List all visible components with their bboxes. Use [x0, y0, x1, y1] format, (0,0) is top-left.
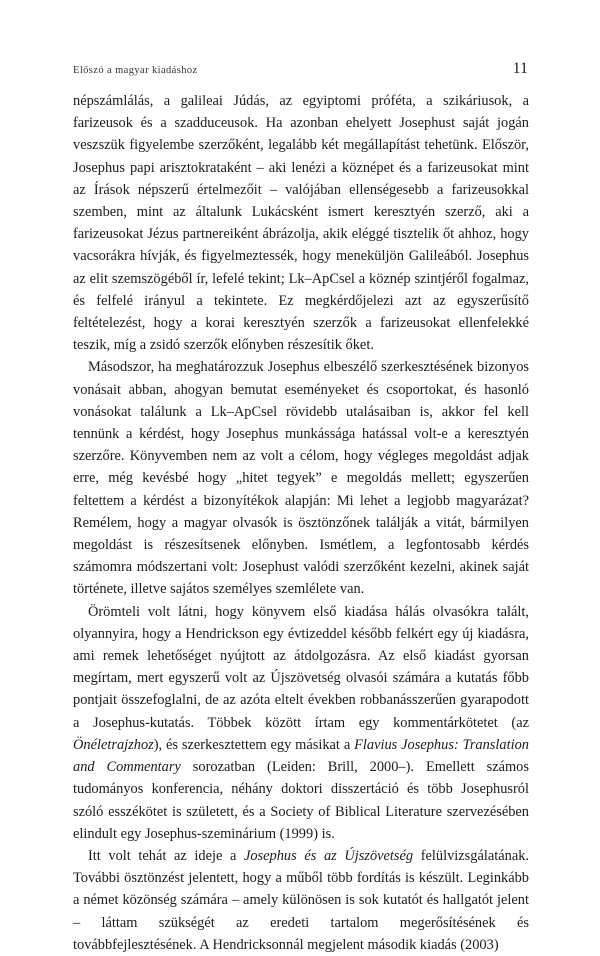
paragraph-text: ), és szerkesztettem egy másikat a [153, 736, 355, 753]
paragraph-text: Örömteli volt látni, hogy könyvem első kiadása hálás olvasókra talált, olyannyira, hogy a Hendrickson egy évtizeddel később felkért egy új kiadásra, ami remek lehetőséget nyújtott az átdolgozásra. Az első kiadást gyorsan megírtam, mert egyszerű volt az Újszövetség olvasói számára a kutatás főbb pontjait összefoglalni, de az azóta eltelt években robbanásszerűen gyarapodott a Josephus-kutatás. Többek között írtam egy kommentárkötetet (az [73, 603, 529, 731]
italic-title: Flavius Josephus: Translation and Commentary [73, 736, 529, 776]
paragraph [73, 845, 529, 956]
paragraph [73, 601, 529, 845]
paragraph [73, 356, 529, 600]
page-number: 11 [512, 60, 528, 77]
paragraph-text: felülvizsgálatának. További ösztönzést jelentett, hogy a műből több fordítás is készült. Leginkább a német közönség számára – amely különösen is sok kutatót és hallgatót jelent – láttam szükségét az eredeti tartalom megerősítésének és továbbfejlesztésének. A Hendricksonnál megjelent második kiadás (2003) [73, 847, 530, 953]
italic-title: Josephus és az Újszövetség [243, 847, 414, 864]
paragraph-text: Másodszor, ha meghatározzuk Josephus elbeszélő szerkesztésének bizonyos vonásait abban, ahogyan bemutat eseményeket és csoportokat, és hasonló vonásokat találunk a Lk–ApCsel rövidebb utalásaiban is, akkor fel kell tennünk a kérdést, hogy Josephus munkássága hatással volt-e a keresztyén szerzőre. Könyvemben nem az volt a célom, hogy végleges megoldást adjak erre, még kevésbé hogy „hitet tegyek” e megoldás mellett; egyszerűen feltettem a kérdést a bizonyítékok alapján: Mi lehet a legjobb magyarázat? Remélem, hogy a magyar olvasók is ösztönzőnek találják a vitát, bármilyen megoldást is részesítsenek előnyben. Ismétlem, a legfontosabb kérdés számomra módszertani volt: Josephust valódi szerzőként kezelni, akinek saját története, illetve sajátos személyes szemlélete van. [73, 359, 529, 598]
paragraph-text: sorozatban (Leiden: Brill, 2000–). Emellett számos tudományos konferencia, néhány doktori disszertáció és több Josephusról szóló esszékötet is született, és a Society of Biblical Literature szervezésében elindult egy Josephus-szeminárium (1999) is. [73, 759, 529, 842]
paragraph-text: Itt volt tehát az ideje a [88, 847, 244, 864]
page-header [73, 56, 528, 76]
body-text [73, 90, 529, 956]
paragraph [73, 90, 529, 356]
running-head: Előszó a magyar kiadáshoz [73, 65, 198, 76]
italic-title: Önéletrajzhoz [73, 736, 154, 753]
paragraph-text: népszámlálás, a galileai Júdás, az egyiptomi próféta, a szikáriusok, a farizeusok és a szadduceusok. Ha azonban ehelyett Josephust saját jogán veszszük figyelembe szerzőként, legalább két megállapítást tehetünk. Először, Josephus papi arisztokrataként – aki lenézi a köznépet és a farizeusokat mint az Írások népszerű értelmezőit – valójában ellenségesebb a farizeusokkal szemben, mint az általunk Lukácsként ismert keresztyén szerző, aki a farizeusokat Jézus partnereiként ábrázolja, akik eléggé tisztelik őt ahhoz, hogy vacsorákra hívják, és figyelmeztessék, hogy meneküljön Galileából. Josephus az elit szemszögéből ír, lefelé tekint; Lk–ApCsel a köznép szintjéről fogalmaz, és felfelé irányul a tekintete. Ez megkérdőjelezi azt az egyszerűsítő feltételezést, hogy a korai keresztyén szerzők a farizeusokat ellenfelekké teszik, míg a zsidó szerzők előnyben részesítik őket. [73, 93, 529, 354]
